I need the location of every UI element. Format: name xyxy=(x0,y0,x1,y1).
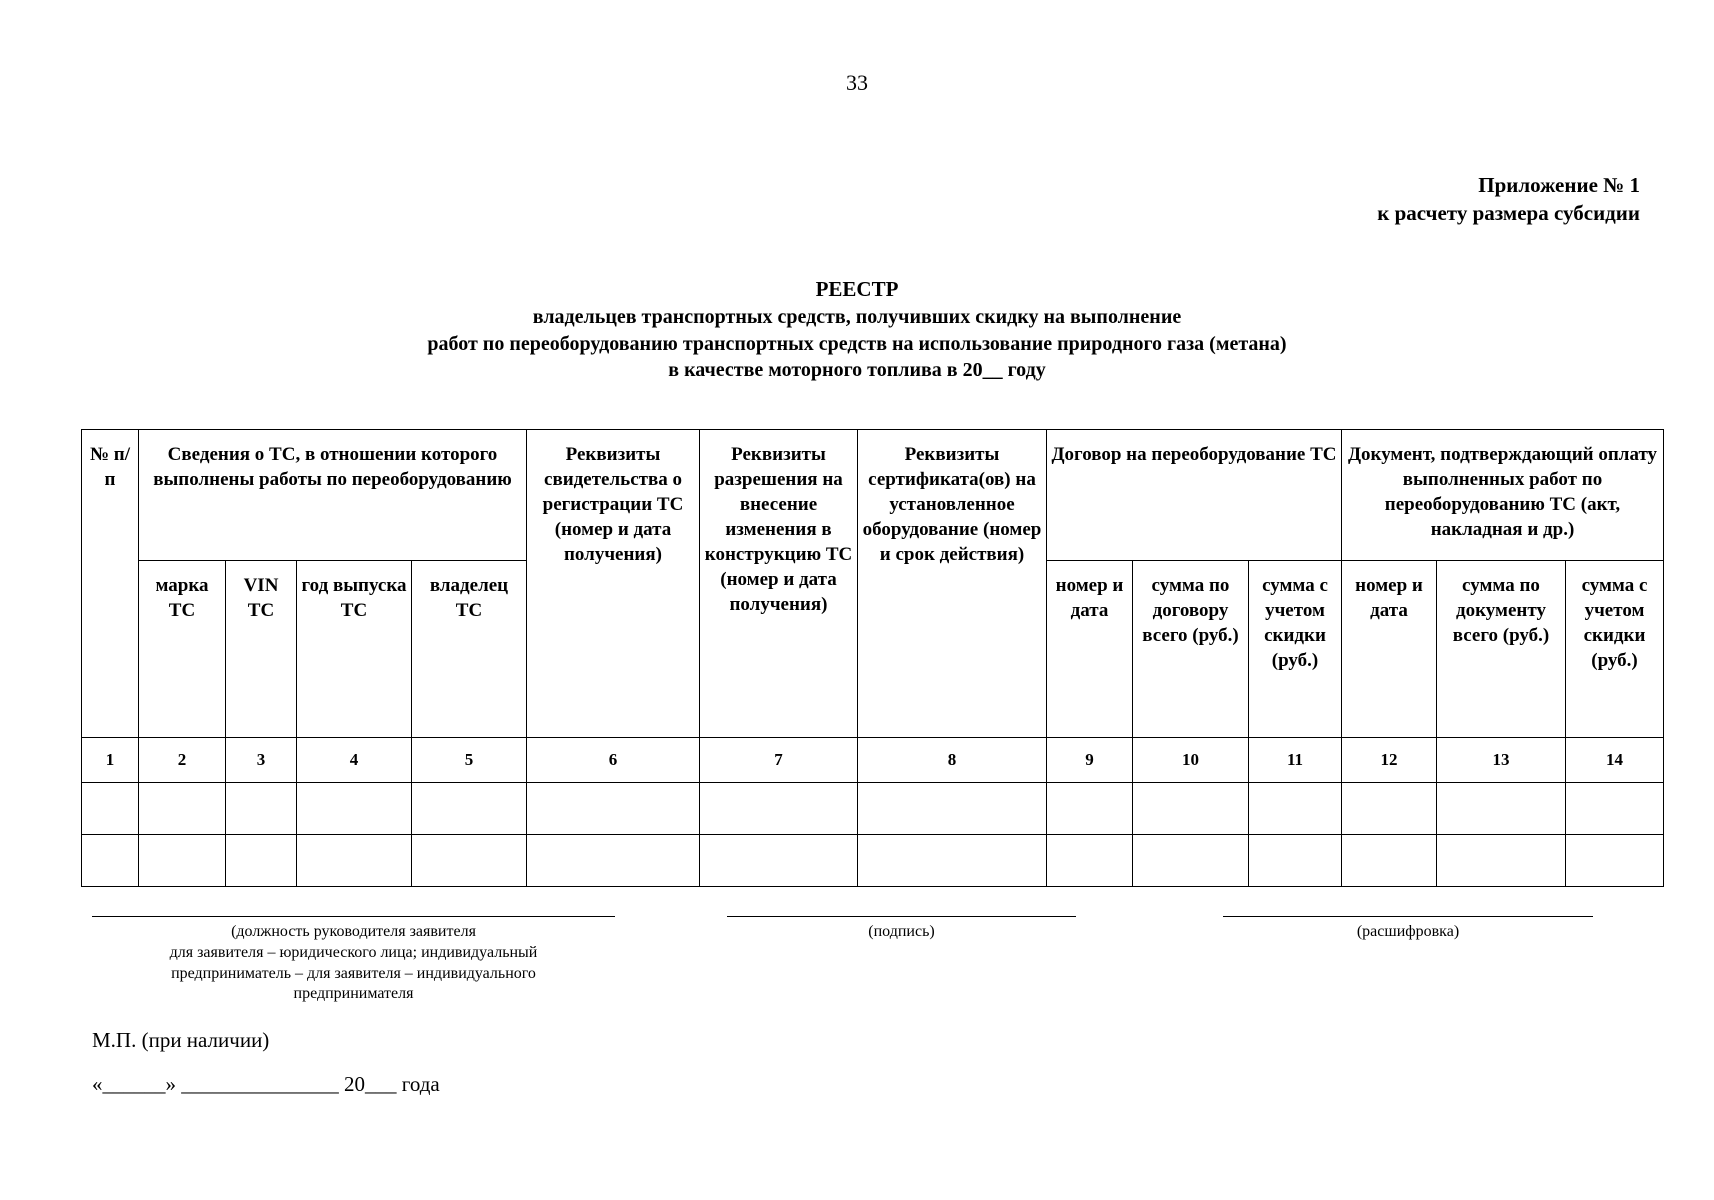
subheader-owner: владелец ТС xyxy=(412,561,527,738)
empty-cell[interactable] xyxy=(700,835,858,887)
empty-cell[interactable] xyxy=(297,783,412,835)
header-registration: Реквизиты свидетельства о регистрации ТС (номер и дата получения) xyxy=(527,430,700,738)
column-number: 5 xyxy=(412,738,527,783)
header-contract: Договор на переоборудование ТС xyxy=(1047,430,1342,561)
empty-cell[interactable] xyxy=(1249,835,1342,887)
column-number: 8 xyxy=(858,738,1047,783)
empty-cell[interactable] xyxy=(1047,835,1133,887)
position-caption-line-3: предприниматель – для заявителя – индивидуального xyxy=(171,964,536,982)
empty-cell[interactable] xyxy=(700,783,858,835)
subheader-vin: VIN ТС xyxy=(226,561,297,738)
subheader-brand: марка ТС xyxy=(139,561,226,738)
column-number: 3 xyxy=(226,738,297,783)
subheader-contract-total: сумма по договору всего (руб.) xyxy=(1133,561,1249,738)
subheader-contract-number: номер и дата xyxy=(1047,561,1133,738)
title-line-1: владельцев транспортных средств, получивших скидку на выполнение xyxy=(532,305,1182,328)
position-caption-line-4: предпринимателя xyxy=(293,985,414,1003)
empty-cell[interactable] xyxy=(1047,783,1133,835)
header-permit: Реквизиты разрешения на внесение изменения в конструкцию ТС (номер и дата получения) xyxy=(700,430,858,738)
empty-cell[interactable] xyxy=(858,783,1047,835)
header-payment-document: Документ, подтверждающий оплату выполненных работ по переоборудованию ТС (акт, накладная и др.) xyxy=(1342,430,1664,561)
document-title xyxy=(0,276,1714,384)
column-number: 10 xyxy=(1133,738,1249,783)
column-numbers-row xyxy=(82,738,1664,783)
header-vehicle-info: Сведения о ТС, в отношении которого выполнены работы по переоборудованию xyxy=(139,430,527,561)
empty-cell[interactable] xyxy=(1342,783,1437,835)
empty-cell[interactable] xyxy=(139,783,226,835)
column-number: 14 xyxy=(1566,738,1664,783)
column-number: 7 xyxy=(700,738,858,783)
signature-caption: (подпись) xyxy=(868,923,935,940)
appendix-line-2: к расчету размера субсидии xyxy=(1377,200,1640,225)
column-number: 2 xyxy=(139,738,226,783)
title-line-2: работ по переоборудованию транспортных средств на использование природного газа (метана) xyxy=(427,332,1287,355)
column-number: 9 xyxy=(1047,738,1133,783)
registry-table xyxy=(81,429,1664,887)
subheader-year: год выпуска ТС xyxy=(297,561,412,738)
empty-cell[interactable] xyxy=(527,783,700,835)
empty-cell[interactable] xyxy=(226,835,297,887)
title-main: РЕЕСТР xyxy=(815,277,899,301)
page-number: 33 xyxy=(846,70,868,95)
header-num: № п/п xyxy=(82,430,139,738)
table-row xyxy=(82,783,1664,835)
empty-cell[interactable] xyxy=(527,835,700,887)
header-certificate: Реквизиты сертификата(ов) на установленное оборудование (номер и срок действия) xyxy=(858,430,1047,738)
table-row xyxy=(82,835,1664,887)
empty-cell[interactable] xyxy=(1133,835,1249,887)
subheader-payment-discount: сумма с учетом скидки (руб.) xyxy=(1566,561,1664,738)
empty-cell[interactable] xyxy=(412,783,527,835)
appendix-line-1: Приложение № 1 xyxy=(1478,173,1640,197)
position-signature-line[interactable] xyxy=(92,916,615,917)
empty-cell[interactable] xyxy=(139,835,226,887)
empty-cell[interactable] xyxy=(1342,835,1437,887)
empty-cell[interactable] xyxy=(226,783,297,835)
empty-cell[interactable] xyxy=(1566,783,1664,835)
appendix-note xyxy=(1377,172,1640,227)
subheader-contract-discount: сумма с учетом скидки (руб.) xyxy=(1249,561,1342,738)
subheader-payment-number: номер и дата xyxy=(1342,561,1437,738)
empty-cell[interactable] xyxy=(82,783,139,835)
empty-cell[interactable] xyxy=(1249,783,1342,835)
column-number: 13 xyxy=(1437,738,1566,783)
empty-cell[interactable] xyxy=(412,835,527,887)
empty-cell[interactable] xyxy=(82,835,139,887)
subheader-payment-total: сумма по документу всего (руб.) xyxy=(1437,561,1566,738)
decoding-caption: (расшифровка) xyxy=(1356,923,1460,940)
column-number: 12 xyxy=(1342,738,1437,783)
signature-line[interactable] xyxy=(727,916,1076,917)
empty-cell[interactable] xyxy=(858,835,1047,887)
column-number: 1 xyxy=(82,738,139,783)
position-caption-line-1: (должность руководителя заявителя xyxy=(231,923,476,940)
column-number: 6 xyxy=(527,738,700,783)
column-number: 11 xyxy=(1249,738,1342,783)
title-line-3: в качестве моторного топлива в 20__ году xyxy=(668,359,1046,382)
decoding-line[interactable] xyxy=(1223,916,1593,917)
empty-cell[interactable] xyxy=(1133,783,1249,835)
stamp-place: М.П. (при наличии) xyxy=(92,1028,270,1052)
date-line: «______» _______________ 20___ года xyxy=(92,1072,440,1096)
empty-cell[interactable] xyxy=(1437,835,1566,887)
position-caption xyxy=(92,922,615,1005)
empty-cell[interactable] xyxy=(1437,783,1566,835)
column-number: 4 xyxy=(297,738,412,783)
position-caption-line-2: для заявителя – юридического лица; индивидуальный xyxy=(169,943,538,961)
empty-cell[interactable] xyxy=(297,835,412,887)
header-row-1 xyxy=(82,430,1664,561)
empty-cell[interactable] xyxy=(1566,835,1664,887)
